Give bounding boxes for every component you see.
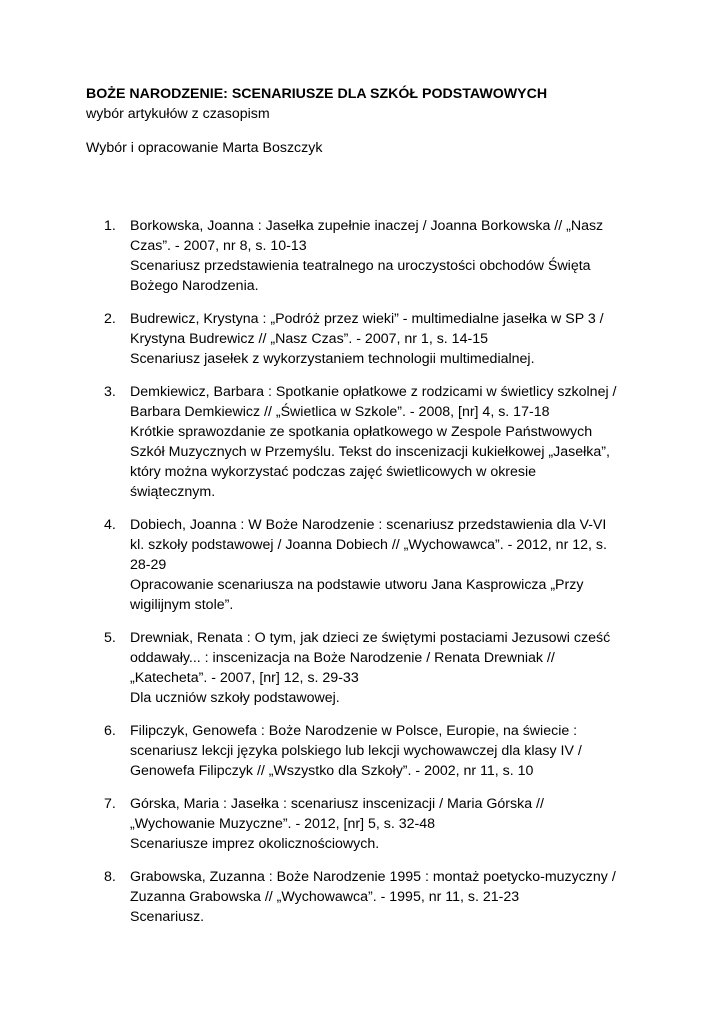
entry-text-line: Scenariusz jasełek z wykorzystaniem technologii multimedialnej. [130,351,535,367]
entry-text-line: 28-29 [130,557,167,573]
entry-text-line: scenariusz lekcji języka polskiego lub lekcji wychowawczej dla klasy IV / [130,743,582,759]
entry-text-line: Górska, Maria : Jasełka : scenariusz inscenizacji / Maria Górska // [130,796,544,812]
bibliography-entry [104,867,664,927]
entry-text-line: Krystyna Budrewicz // „Nasz Czas”. - 2007, nr 1, s. 14-15 [130,331,488,347]
bibliography-entry [104,216,664,296]
document-author: Wybór i opracowanie Marta Boszczyk [86,140,323,156]
entry-text-line: Filipczyk, Genowefa : Boże Narodzenie w Polsce, Europie, na świecie : [130,723,578,739]
entry-number: 5. [104,630,116,646]
entry-text-line: świątecznym. [130,484,216,500]
bibliography-list [104,216,664,940]
entry-text-line: Grabowska, Zuzanna : Boże Narodzenie 1995 : montaż poetycko-muzyczny / [130,869,616,885]
bibliography-entry [104,382,664,502]
document-header [86,84,686,158]
entry-text-line: Scenariusze imprez okolicznościowych. [130,836,380,852]
entry-text-line: Szkół Muzycznych w Przemyślu. Tekst do inscenizacji kukiełkowej „Jasełka”, [130,444,610,460]
entry-text-line: oddawały... : inscenizacja na Boże Narodzenie / Renata Drewniak // [130,650,555,666]
entry-number: 8. [104,869,116,885]
entry-text-line: „Katecheta”. - 2007, [nr] 12, s. 29-33 [130,670,359,686]
entry-text-line: Budrewicz, Krystyna : „Podróż przez wieki” - multimedialne jasełka w SP 3 / [130,311,604,327]
entry-text-line: Drewniak, Renata : O tym, jak dzieci ze świętymi postaciami Jezusowi cześć [130,630,611,646]
entry-text-line: Genowefa Filipczyk // „Wszystko dla Szkoły”. - 2002, nr 11, s. 10 [130,763,534,779]
entry-text-line: kl. szkoły podstawowej / Joanna Dobiech // „Wychowawca”. - 2012, nr 12, s. [130,537,607,553]
entry-text-line: wigilijnym stole”. [130,597,234,613]
document-subtitle: wybór artykułów z czasopism [86,106,270,122]
entry-text-line: Krótkie sprawozdanie ze spotkania opłatkowego w Zespole Państwowych [130,424,593,440]
entry-text-line: Bożego Narodzenia. [130,278,259,294]
bibliography-entry [104,628,664,708]
entry-text-line: „Wychowanie Muzyczne”. - 2012, [nr] 5, s. 32-48 [130,816,436,832]
entry-text-line: Borkowska, Joanna : Jasełka zupełnie inaczej / Joanna Borkowska // „Nasz [130,218,604,234]
entry-text-line: Opracowanie scenariusza na podstawie utworu Jana Kasprowicza „Przy [130,577,584,593]
entry-text-line: Scenariusz przedstawienia teatralnego na uroczystości obchodów Święta [130,258,591,274]
bibliography-entry [104,794,664,854]
entry-text-line: Dobiech, Joanna : W Boże Narodzenie : scenariusz przedstawienia dla V-VI [130,517,607,533]
entry-number: 6. [104,723,116,739]
entry-text-line: Scenariusz. [130,909,205,925]
entry-text-line: Dla uczniów szkoły podstawowej. [130,690,340,706]
entry-text-line: Zuzanna Grabowska // „Wychowawca”. - 1995, nr 11, s. 21-23 [130,889,520,905]
bibliography-entry [104,515,664,615]
entry-number: 1. [104,218,116,234]
entry-number: 7. [104,796,116,812]
entry-text-line: Demkiewicz, Barbara : Spotkanie opłatkowe z rodzicami w świetlicy szkolnej / [130,384,617,400]
entry-text-line: który można wykorzystać podczas zajęć świetlicowych w okresie [130,464,537,480]
bibliography-entry [104,309,664,369]
entry-number: 2. [104,311,116,327]
bibliography-entry [104,721,664,781]
document-title: BOŻE NARODZENIE: SCENARIUSZE DLA SZKÓŁ PODSTAWOWYCH [86,86,548,102]
entry-number: 3. [104,384,116,400]
entry-number: 4. [104,517,116,533]
entry-text-line: Barbara Demkiewicz // „Świetlica w Szkole”. - 2008, [nr] 4, s. 17-18 [130,404,550,420]
entry-text-line: Czas”. - 2007, nr 8, s. 10-13 [130,238,307,254]
